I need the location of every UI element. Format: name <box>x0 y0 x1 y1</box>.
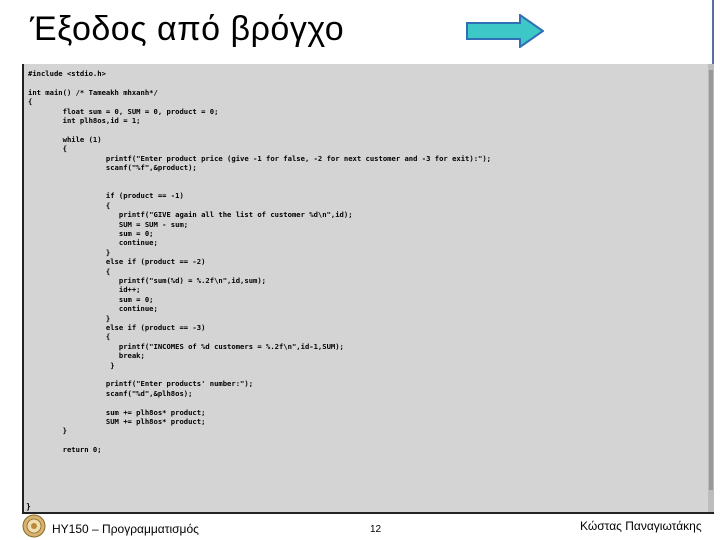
code-panel <box>22 64 714 512</box>
page-number: 12 <box>370 524 382 535</box>
footer-divider <box>22 512 714 514</box>
right-arrow-icon <box>466 14 544 48</box>
scrollbar[interactable] <box>708 64 714 512</box>
footer-author: Κώστας Παναγιωτάκης <box>580 519 702 533</box>
scrollbar-thumb[interactable] <box>709 70 713 490</box>
university-seal-icon <box>22 514 46 538</box>
footer-course: HY150 – Προγραμματισμός <box>52 522 199 536</box>
slide-title: Έξοδος από βρόγχο <box>30 10 345 48</box>
title-bar <box>0 0 720 64</box>
code-listing: #include <stdio.h> int main() /* Tameakh mhxanh*/ { float sum = 0, SUM = 0, product = 0; int plh8os,id = 1; while (1) { printf("Enter product price (give -1 for false, -2 for next customer and -3 for exit):"); scanf("%f",&product); if (product == -1) { printf("GIVE again all the list of customer %d\n",id); SUM = SUM - sum; sum = 0; continue; } else if (product == -2) { printf("sum(%d) = %.2f\n",id,sum); id++; sum = 0; continue; } else if (product == -3) { printf("INCOMES of %d customers = %.2f\n",id-1,SUM); break; } printf("Enter products' number:"); scanf("%d",&plh8os); sum += plh8os* product; SUM += plh8os* product; } return 0; <box>28 69 492 455</box>
closing-brace: } <box>26 502 31 511</box>
